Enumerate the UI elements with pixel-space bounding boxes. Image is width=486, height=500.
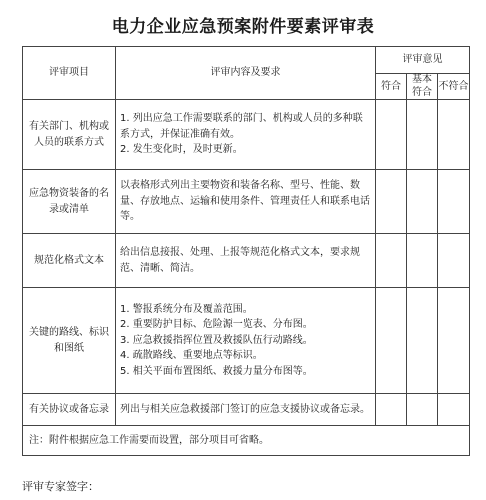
fail-cell[interactable] xyxy=(438,170,470,234)
fail-cell[interactable] xyxy=(438,288,470,394)
content-line: 以表格形式列出主要物资和装备名称、型号、性能、数量、存放地点、运输和使用条件、管理责任人和联系电话等。 xyxy=(120,180,370,223)
header-fail: 不符合 xyxy=(438,74,470,100)
pass-cell[interactable] xyxy=(376,170,407,234)
table-row xyxy=(23,170,470,234)
row-item: 有关协议或备忘录 xyxy=(23,394,116,426)
row-content xyxy=(116,288,376,394)
content-line: 列出与相关应急救援部门签订的应急支援协议或备忘录。 xyxy=(120,403,370,415)
basic-pass-cell[interactable] xyxy=(407,234,438,288)
signature-label: 评审专家签字： xyxy=(22,480,99,493)
content-line: 5. 相关平面布置图纸、救援力量分布图等。 xyxy=(120,365,313,377)
table-row xyxy=(23,394,470,426)
fail-cell[interactable] xyxy=(438,394,470,426)
content-line: 3. 应急救援指挥位置及救援队伍行动路线。 xyxy=(120,334,313,346)
row-content xyxy=(116,394,376,426)
row-content xyxy=(116,234,376,288)
table-row xyxy=(23,288,470,394)
table-row xyxy=(23,234,470,288)
table-note: 注：附件根据应急工作需要而设置，部分项目可省略。 xyxy=(23,426,470,456)
content-line: 2. 发生变化时，及时更新。 xyxy=(120,144,243,156)
row-content xyxy=(116,100,376,170)
pass-cell[interactable] xyxy=(376,288,407,394)
fail-cell[interactable] xyxy=(438,100,470,170)
note-row xyxy=(23,426,470,456)
header-basic-pass: 基本 符合 xyxy=(407,74,438,100)
header-opinion: 评审意见 xyxy=(376,47,470,74)
row-item: 应急物资装备的名录或清单 xyxy=(23,170,116,234)
content-line: 2. 重要防护目标、危险源一览表、分布图。 xyxy=(120,319,313,331)
content-line: 给出信息接报、处理、上报等规范化格式文本，要求规范、清晰、简洁。 xyxy=(120,247,360,274)
row-content xyxy=(116,170,376,234)
content-line: 4. 疏散路线、重要地点等标识。 xyxy=(120,350,263,362)
row-item: 规范化格式文本 xyxy=(23,234,116,288)
content-line: 1. 列出应急工作需要联系的部门、机构或人员的多种联系方式，并保证准确有效。 xyxy=(120,113,363,140)
content-line: 1. 警报系统分布及覆盖范围。 xyxy=(120,303,253,315)
row-item: 关键的路线、标识和图纸 xyxy=(23,288,116,394)
header-pass: 符合 xyxy=(376,74,407,100)
basic-pass-cell[interactable] xyxy=(407,170,438,234)
table-row xyxy=(23,100,470,170)
header-item: 评审项目 xyxy=(23,47,116,100)
review-table xyxy=(22,46,470,456)
basic-pass-cell[interactable] xyxy=(407,100,438,170)
header-content: 评审内容及要求 xyxy=(116,47,376,100)
basic-pass-cell[interactable] xyxy=(407,288,438,394)
basic-pass-cell[interactable] xyxy=(407,394,438,426)
page-title: 电力企业应急预案附件要素评审表 xyxy=(111,17,375,37)
pass-cell[interactable] xyxy=(376,394,407,426)
header-row xyxy=(23,47,470,74)
fail-cell[interactable] xyxy=(438,234,470,288)
row-item: 有关部门、机构或人员的联系方式 xyxy=(23,100,116,170)
pass-cell[interactable] xyxy=(376,234,407,288)
pass-cell[interactable] xyxy=(376,100,407,170)
